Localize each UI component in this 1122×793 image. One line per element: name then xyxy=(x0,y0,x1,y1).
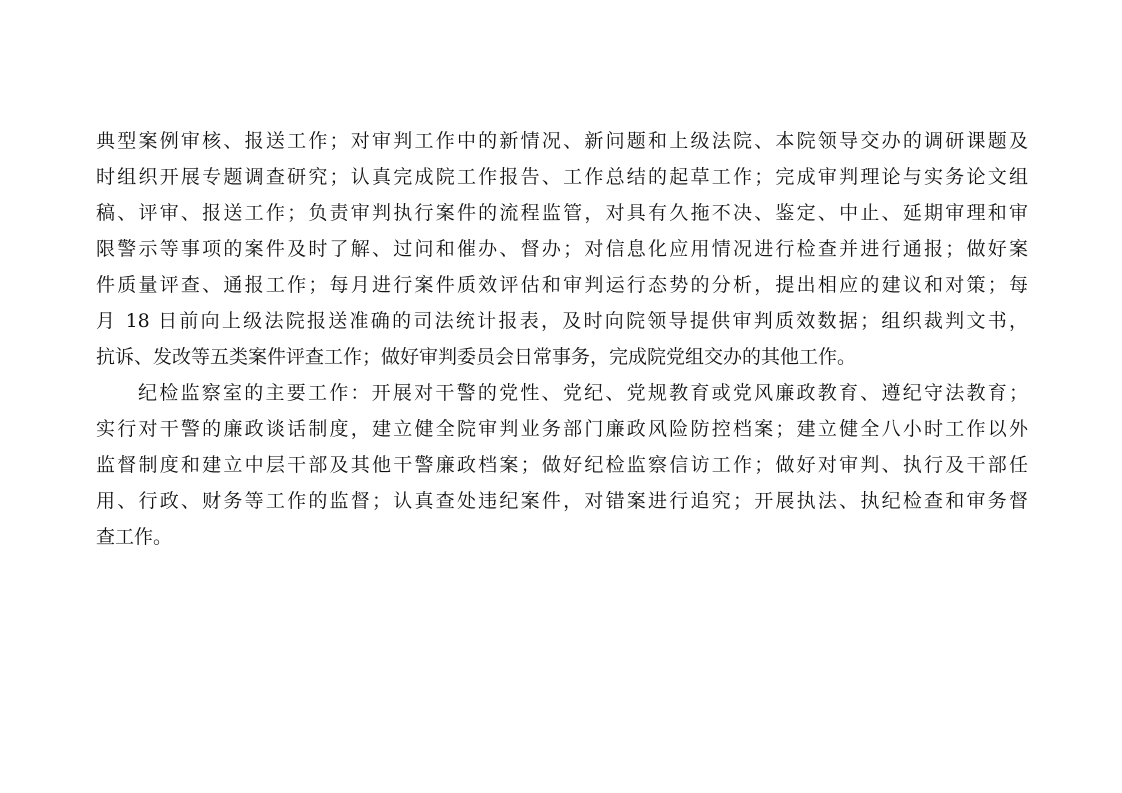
text-line: 查工作。 xyxy=(96,526,173,548)
paragraph-duties-continued xyxy=(96,123,1028,375)
text-line: 限警示等事项的案件及时了解、过问和催办、督办；对信息化应用情况进行检查并进行通报；做好案 xyxy=(96,238,1028,260)
text-line: 月 18 日前向上级法院报送准确的司法统计报表，及时向院领导提供审判质效数据；组织裁判文书， xyxy=(96,310,1028,332)
text-line: 抗诉、发改等五类案件评查工作；做好审判委员会日常事务，完成院党组交办的其他工作。 xyxy=(96,346,857,368)
text-line: 用、行政、财务等工作的监督；认真查处违纪案件，对错案进行追究；开展执法、执纪检查和审务督 xyxy=(96,490,1028,512)
text-line: 监督制度和建立中层干部及其他干警廉政档案；做好纪检监察信访工作；做好对审判、执行及干部任 xyxy=(96,454,1028,476)
text-line: 实行对干警的廉政谈话制度，建立健全院审判业务部门廉政风险防控档案；建立健全八小时工作以外 xyxy=(96,418,1028,440)
text-line: 件质量评查、通报工作；每月进行案件质效评估和审判运行态势的分析，提出相应的建议和对策；每 xyxy=(96,274,1028,296)
document-body xyxy=(96,123,1028,555)
text-line: 典型案例审核、报送工作；对审判工作中的新情况、新问题和上级法院、本院领导交办的调研课题及 xyxy=(96,130,1028,152)
text-line: 时组织开展专题调查研究；认真完成院工作报告、工作总结的起草工作；完成审判理论与实务论文组 xyxy=(96,166,1028,188)
paragraph-discipline-inspection xyxy=(96,375,1028,555)
text-line: 纪检监察室的主要工作：开展对干警的党性、党纪、党规教育或党风廉政教育、遵纪守法教育； xyxy=(138,382,1028,404)
text-line: 稿、评审、报送工作；负责审判执行案件的流程监管，对具有久拖不决、鉴定、中止、延期审理和审 xyxy=(96,202,1028,224)
